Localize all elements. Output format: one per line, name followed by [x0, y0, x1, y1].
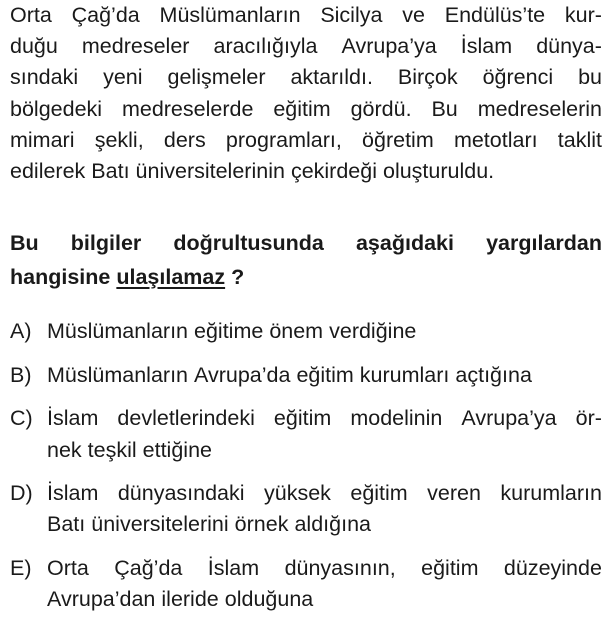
- passage-paragraph: [10, 0, 602, 187]
- option-text-line: Müslümanların eğitime önem verdiğine: [47, 319, 417, 343]
- question-line-2: hangisine ulaşılamaz ?: [10, 265, 245, 289]
- option-b[interactable]: [10, 360, 602, 391]
- question-line-1: Bu bilgiler doğrultusunda aşağıdaki yargılardan: [10, 231, 602, 255]
- option-letter: E): [10, 556, 32, 581]
- passage-line-6: edilerek Batı üniversitelerinin çekirdeği oluşturuldu.: [10, 158, 495, 183]
- option-d[interactable]: [10, 478, 602, 540]
- option-text-line: İslam dünyasındaki yüksek eğitim veren kurumların: [47, 481, 602, 506]
- option-letter: D): [10, 481, 33, 506]
- passage-line-4: bölgedeki medreselerde eğitim gördü. Bu medreselerin: [10, 96, 602, 121]
- option-text-line: Orta Çağ’da İslam dünyasının, eğitim düzeyinde: [47, 556, 602, 581]
- passage-line-1: Orta Çağ’da Müslümanların Sicilya ve Endülüs’te kur-: [10, 3, 602, 27]
- option-letter: B): [10, 362, 32, 387]
- option-text-line: Avrupa’dan ileride olduğuna: [47, 587, 314, 612]
- passage-line-5: mimari şekli, ders programları, öğretim metotları taklit: [10, 127, 602, 152]
- option-text-line: Batı üniversitelerini örnek aldığına: [47, 512, 371, 537]
- option-text-line: İslam devletlerindeki eğitim modelinin Avrupa’ya ör-: [47, 406, 602, 431]
- answer-options: [10, 316, 602, 616]
- passage-line-2: duğu medreseler aracılığıyla Avrupa’ya İslam dünya-: [10, 34, 602, 59]
- option-letter: A): [10, 319, 32, 343]
- option-a[interactable]: [10, 316, 602, 347]
- question-stem: [10, 226, 602, 294]
- option-text-line: Müslümanların Avrupa’da eğitim kurumları açtığına: [47, 362, 532, 387]
- passage-line-3: sındaki yeni gelişmeler aktarıldı. Birçok öğrenci bu: [10, 65, 602, 90]
- underlined-keyword: ulaşılamaz: [116, 265, 226, 289]
- option-e[interactable]: [10, 553, 602, 615]
- option-text-line: nek teşkil ettiğine: [47, 437, 212, 462]
- option-letter: C): [10, 406, 33, 431]
- option-c[interactable]: [10, 403, 602, 465]
